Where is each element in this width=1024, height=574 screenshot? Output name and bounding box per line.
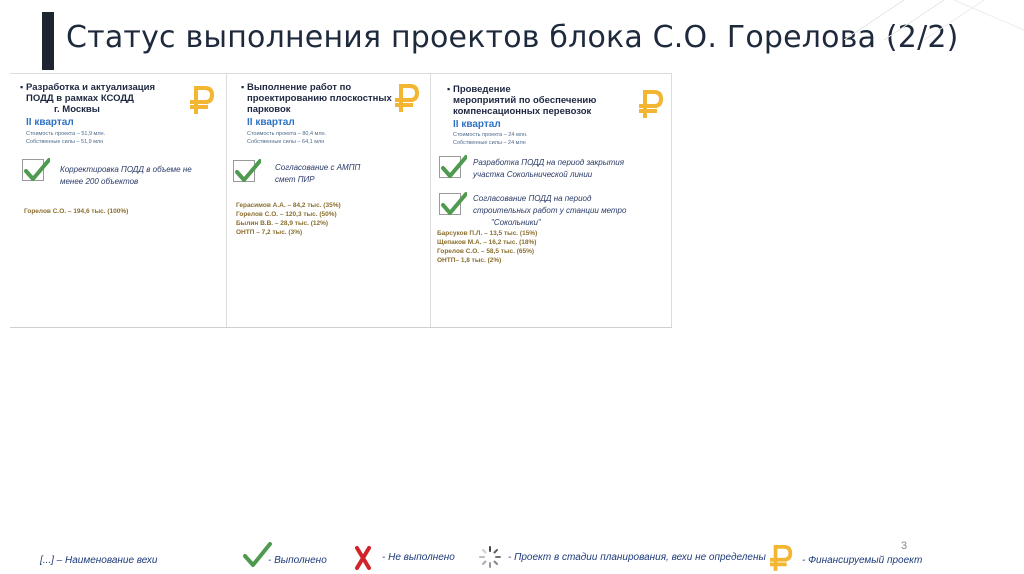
milestone-text: Разработка ПОДД на период закрытия участка Сокольнической линии bbox=[473, 158, 625, 179]
check-icon bbox=[22, 157, 50, 185]
legend-funded: - Финансируемый проект bbox=[802, 555, 923, 566]
project-cost: Стоимость проекта – 24 млн. Собственные силы – 24 млн bbox=[453, 132, 528, 146]
person-share: Горелов С.О. – 194,6 тыс. (100%) bbox=[24, 208, 129, 215]
ruble-icon bbox=[190, 84, 216, 114]
person-share: ОНТП– 1,8 тыс. (2%) bbox=[437, 257, 502, 264]
milestone-text: Согласование с АМПП смет ПИР bbox=[275, 163, 361, 184]
ruble-icon bbox=[395, 82, 421, 112]
person-share: Горелов С.О. – 58,5 тыс. (65%) bbox=[437, 248, 535, 255]
milestone-text: Согласование ПОДД на период строительных работ у станции метро "Сокольники" bbox=[473, 194, 627, 227]
people-list bbox=[437, 229, 537, 265]
project-quarter: II квартал bbox=[26, 117, 74, 128]
legend bbox=[0, 540, 1024, 574]
page-number: 3 bbox=[901, 540, 908, 552]
project-column-3 bbox=[430, 74, 672, 327]
legend-planning: - Проект в стадии планирования, вехи не определены bbox=[508, 552, 766, 563]
spinner-icon bbox=[478, 545, 502, 569]
people-list bbox=[236, 201, 341, 237]
decorative-lines bbox=[844, 0, 1024, 40]
project-cost: Стоимость проекта – 80,4 млн. Собственные силы – 64,1 млн bbox=[247, 131, 327, 145]
project-name: ▪ Проведение мероприятий по обеспечению компенсационных перевозок bbox=[447, 84, 597, 117]
project-name: ▪ Разработка и актуализация ПОДД в рамках КСОДД г. Москвы bbox=[20, 82, 156, 115]
project-name: ▪ Выполнение работ по проектированию плоскостных парковок bbox=[241, 82, 392, 115]
check-icon bbox=[439, 191, 467, 219]
ruble-icon bbox=[770, 542, 794, 572]
title-accent-bar bbox=[42, 12, 54, 70]
project-column-2 bbox=[226, 74, 431, 327]
person-share: Горелов С.О. – 120,3 тыс. (50%) bbox=[236, 211, 337, 218]
person-share: Былин В.В. – 28,9 тыс. (12%) bbox=[236, 220, 329, 227]
legend-not-done: - Не выполнено bbox=[382, 552, 455, 563]
person-share: ОНТП – 7,2 тыс. (3%) bbox=[236, 229, 303, 236]
milestone-text: Корректировка ПОДД в объеме не менее 200 объектов bbox=[60, 165, 192, 186]
page-title: Статус выполнения проектов блока С.О. Горелова (2/2) bbox=[66, 20, 959, 55]
person-share: Щепаков М.А. – 16,2 тыс. (18%) bbox=[437, 239, 537, 246]
person-share: Герасимов А.А. – 84,2 тыс. (35%) bbox=[236, 202, 341, 209]
project-column-1 bbox=[10, 74, 226, 327]
legend-milestone-name: [...] – Наименование вехи bbox=[40, 555, 158, 566]
projects-table bbox=[10, 73, 672, 328]
check-icon bbox=[439, 154, 467, 182]
legend-done: - Выполнено bbox=[268, 555, 327, 566]
people-list bbox=[24, 207, 128, 216]
cross-icon bbox=[352, 544, 374, 572]
person-share: Барсуков П.Л. – 13,5 тыс. (15%) bbox=[437, 230, 538, 237]
ruble-icon bbox=[639, 88, 665, 118]
project-cost: Стоимость проекта – 51,9 млн. Собственные силы – 51,9 млн bbox=[26, 131, 106, 145]
check-icon bbox=[233, 158, 261, 186]
project-quarter: II квартал bbox=[453, 119, 501, 130]
project-quarter: II квартал bbox=[247, 117, 295, 128]
